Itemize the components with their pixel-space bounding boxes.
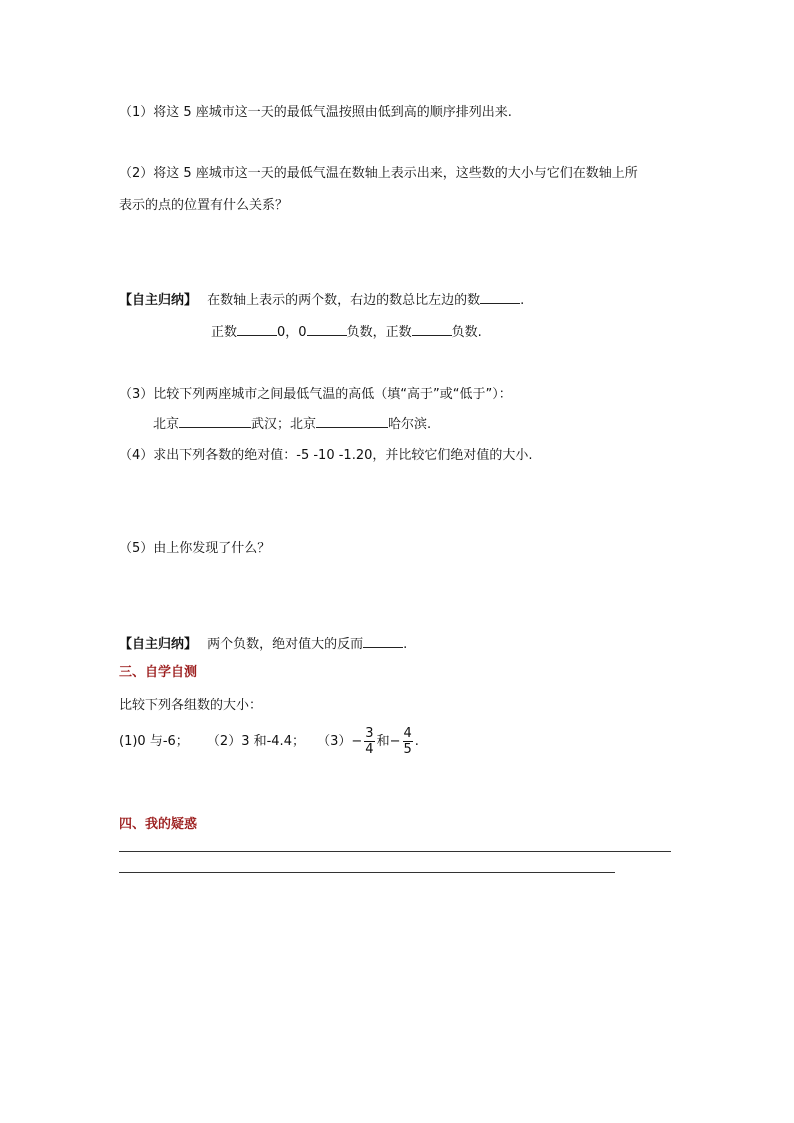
summary-1-text-d: 负数. <box>451 325 482 340</box>
punctuation: . <box>403 637 408 652</box>
question-3-text-a: 北京 <box>153 417 180 432</box>
summary-1-text: 在数轴上表示的两个数，右边的数总比左边的数 <box>207 293 481 308</box>
question-5 <box>119 540 270 558</box>
answer-blank[interactable] <box>480 291 520 304</box>
summary-1-label: 【自主归纳】 <box>119 293 198 308</box>
punctuation: . <box>414 734 419 749</box>
section-4-heading <box>119 816 197 834</box>
item-2: （2）3 和-4.4； <box>206 734 305 749</box>
question-3-line-1 <box>119 386 512 404</box>
question-1 <box>119 104 512 122</box>
answer-blank[interactable] <box>179 415 251 428</box>
summary-1-text-a: 正数 <box>211 325 238 340</box>
answer-blank[interactable] <box>237 323 277 336</box>
and-word: 和 <box>376 734 390 749</box>
denominator: 5 <box>403 742 412 757</box>
section-3-items <box>119 724 419 760</box>
answer-blank[interactable] <box>307 323 347 336</box>
section-3-intro <box>119 697 262 715</box>
numerator: 4 <box>403 726 412 741</box>
question-2-text-1: （2）将这 5 座城市这一天的最低气温在数轴上表示出来，这些数的大小与它们在数轴上所 <box>119 166 638 181</box>
summary-2-text: 两个负数，绝对值大的反而 <box>207 637 364 652</box>
item-3-prefix: （3） <box>317 734 352 749</box>
section-3-intro-text: 比较下列各组数的大小： <box>119 698 263 713</box>
summary-2 <box>119 635 407 654</box>
answer-blank[interactable] <box>316 415 388 428</box>
fraction-four-fifths <box>403 726 413 757</box>
item-1: (1)0 与-6； <box>119 734 189 749</box>
minus-sign: − <box>389 734 401 749</box>
section-3-heading <box>119 664 197 682</box>
minus-sign: − <box>351 734 363 749</box>
question-5-text: （5）由上你发现了什么？ <box>119 541 271 556</box>
section-3-heading-text: 三、自学自测 <box>119 665 198 680</box>
question-2-text-2: 表示的点的位置有什么关系？ <box>119 198 289 213</box>
fraction-three-quarters <box>364 726 374 757</box>
summary-1-line-1 <box>119 291 524 310</box>
question-3-text-b: 武汉；北京 <box>251 417 317 432</box>
answer-line-2[interactable] <box>119 872 615 873</box>
summary-1-text-c: 负数，正数 <box>346 325 412 340</box>
answer-blank[interactable] <box>363 635 403 648</box>
summary-1-line-2 <box>211 323 482 342</box>
question-3-line-2 <box>153 415 431 434</box>
summary-2-label: 【自主归纳】 <box>119 637 198 652</box>
answer-line-1[interactable] <box>119 851 671 852</box>
answer-blank[interactable] <box>412 323 452 336</box>
question-4 <box>119 447 533 465</box>
question-3-text-c: 哈尔滨. <box>388 417 432 432</box>
question-1-text: （1）将这 5 座城市这一天的最低气温按照由低到高的顺序排列出来. <box>119 105 512 120</box>
question-2-line-2 <box>119 197 288 215</box>
summary-1-text-b: 0，0 <box>277 325 307 340</box>
question-4-text: （4）求出下列各数的绝对值：-5 -10 -1.20，并比较它们绝对值的大小. <box>119 448 533 463</box>
section-4-heading-text: 四、我的疑惑 <box>119 817 198 832</box>
punctuation: . <box>520 293 525 308</box>
question-3-text: （3）比较下列两座城市之间最低气温的高低（填“高于”或“低于”）： <box>119 387 512 402</box>
denominator: 4 <box>365 742 374 757</box>
question-2-line-1 <box>119 165 638 183</box>
numerator: 3 <box>365 726 374 741</box>
